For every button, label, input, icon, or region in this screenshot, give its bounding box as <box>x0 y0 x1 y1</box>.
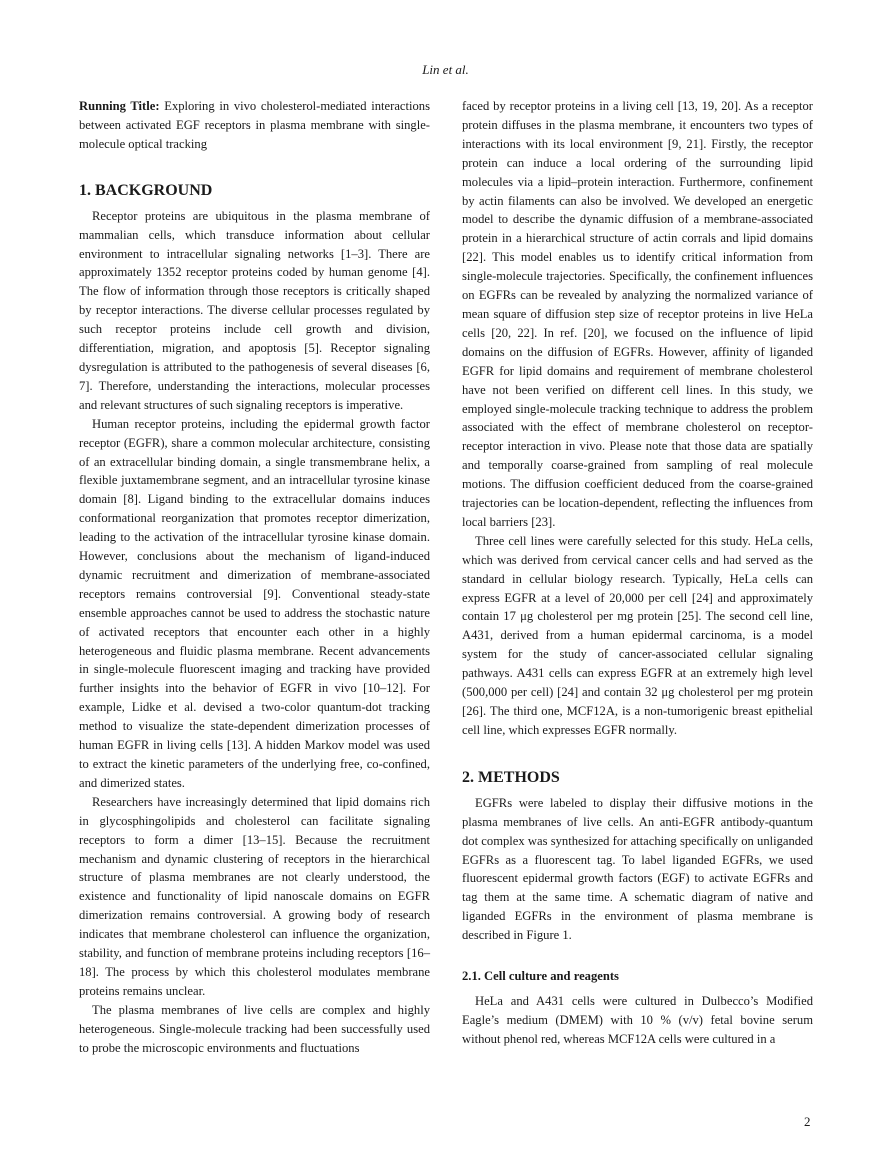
paragraph: Researchers have increasingly determined that lipid domains rich in glycosphingolipids and cholesterol can facilitate signaling receptors to form a dimer [13–15]. Because the recruitment mechanism and dynamic clustering of receptors in the hierarchical structure of plasma membranes are not clearly understood, the existence and functionality of lipid nanoscale domains on EGFR dimerization remains controversial. A growing body of research indicates that membrane cholesterol can influence the organization, stability, and function of membrane proteins including receptors [16–18]. The process by which this cholesterol modulates membrane proteins remains unclear. <box>79 794 430 998</box>
subsection-heading-cell-culture: 2.1. Cell culture and reagents <box>462 969 619 984</box>
paragraph: Receptor proteins are ubiquitous in the plasma membrane of mammalian cells, which transduce information about cellular environment to intracellular signaling networks [1–3]. There are approximately 1352 receptor proteins coded by human genome [4]. The flow of information through those receptors is critically shaped by receptor interactions. The diverse cellular processes regulated by such receptor proteins include cell growth and division, differentiation, migration, and apoptosis [5]. Receptor signaling dysregulation is attributed to the pathogenesis of several diseases [6, 7]. Therefore, understanding the interactions, molecular processes and relevant structures of such signaling receptors is imperative. <box>79 208 430 412</box>
paragraph: The plasma membranes of live cells are complex and highly heterogeneous. Single-molecule tracking had been successfully used to probe the microscopic environments and fluctuations <box>79 1002 430 1055</box>
page-number: 2 <box>804 1114 811 1129</box>
running-header: Lin et al. <box>422 62 469 77</box>
paragraph: Three cell lines were carefully selected for this study. HeLa cells, which was derived from cervical cancer cells and had served as the standard in cellular biology research. Typically, HeLa cells can express EGFR at a level of 20,000 per cell [24] and approximately contain 17 μg cholesterol per mg protein [25]. The second cell line, A431, derived from a human epidermal carcinoma, is a model system for the study of cancer-associated cellular signaling pathways. A431 cells can express EGFR at an extremely high level (500,000 per cell) [24] and contain 32 μg cholesterol per mg protein [26]. The third one, MCF12A, is a non-tumorigenic breast epithelial cell line, which expresses EGFR normally. <box>462 533 813 737</box>
section-heading-background: 1. BACKGROUND <box>79 181 213 199</box>
left-column <box>79 97 430 1058</box>
paragraph-continued: faced by receptor proteins in a living cell [13, 19, 20]. As a receptor protein diffuses in the plasma membrane, it encounters two types of interactions with its local environment [9, 21]. Firstly, the receptor protein can induce a local ordering of the surrounding lipid molecules via a lipid–protein interaction. Furthermore, confinement by actin filaments can also be involved. We developed an energetic model to describe the dynamic diffusion of a membrane-associated protein in a hierarchical structure of actin corrals and lipid domains [22]. This model enables us to identify critical information from single-molecule trajectories. Specifically, the confinement influences on EGFRs can be revealed by analyzing the normalized variance of mean square of diffusion step size of receptor proteins in live HeLa cells [20, 22]. In ref. [20], we focused on the influence of lipid domains on the diffusion of EGFRs. However, affinity of liganded EGFR for lipid domains and requirement of membrane cholesterol have not been verified on different cell lines. In this study, we employed single-molecule tracking technique to address the problem associated with the effect of membrane cholesterol on receptor-receptor interaction in vivo. Please note that those data are spatially and temporally coarse-grained from sampling of real molecule motions. The diffusion coefficient deduced from the coarse-grained trajectories can be location-dependent, reflecting the influences from local barriers [23]. <box>462 99 813 529</box>
paragraph: HeLa and A431 cells were cultured in Dulbecco’s Modified Eagle’s medium (DMEM) with 10 % (v/v) fetal bovine serum without phenol red, whereas MCF12A cells were cultured in a <box>462 994 813 1046</box>
paragraph: Human receptor proteins, including the epidermal growth factor receptor (EGFR), share a common molecular architecture, consisting of an extracellular binding domain, a single transmembrane helix, a flexible juxtamembrane segment, and an intracellular tyrosine kinase domain [8]. Ligand binding to the extracellular domains induces conformational reorganization that promotes receptor dimerization, leading to the activation of the intracellular tyrosine kinase domain. However, conclusions about the mechanism of ligand-induced dynamic recruitment and dimerization of membrane-associated receptors remains controversial [9]. Conventional steady-state ensemble approaches cannot be used to address the stochastic nature of activated receptors that encounter each other in a highly heterogeneous and fluidic plasma membrane. Recent advancements in single-molecule fluorescent imaging and tracking have provided further insights into the behavior of EGFR in vivo [10–12]. For example, Lidke et al. devised a two-color quantum-dot tracking method to visualize the state-dependent dimerization processes of human EGFR in living cells [13]. A hidden Markov model was used to extract the kinetic parameters of the underlying free, co-confined, and dimerized states. <box>79 416 430 790</box>
paragraph: EGFRs were labeled to display their diffusive motions in the plasma membranes of live cells. An anti-EGFR antibody-quantum dot complex was synthesized for attaching specifically on unliganded EGFRs as a fluorescent tag. To label liganded EGFRs, we used fluorescent epidermal growth factors (EGF) to activate EGFRs and tag them at the same time. A schematic diagram of native and liganded EGFRs in the environment of plasma membrane is described in Figure 1. <box>462 795 813 943</box>
running-title-label: Running Title: <box>79 99 160 113</box>
running-title <box>79 97 430 154</box>
section-heading-methods: 2. METHODS <box>462 768 560 786</box>
running-title-text: Exploring in vivo cholesterol-mediated interactions between activated EGF receptors in plasma membrane with single-molecule optical tracking <box>79 99 430 151</box>
right-column <box>462 97 813 1049</box>
